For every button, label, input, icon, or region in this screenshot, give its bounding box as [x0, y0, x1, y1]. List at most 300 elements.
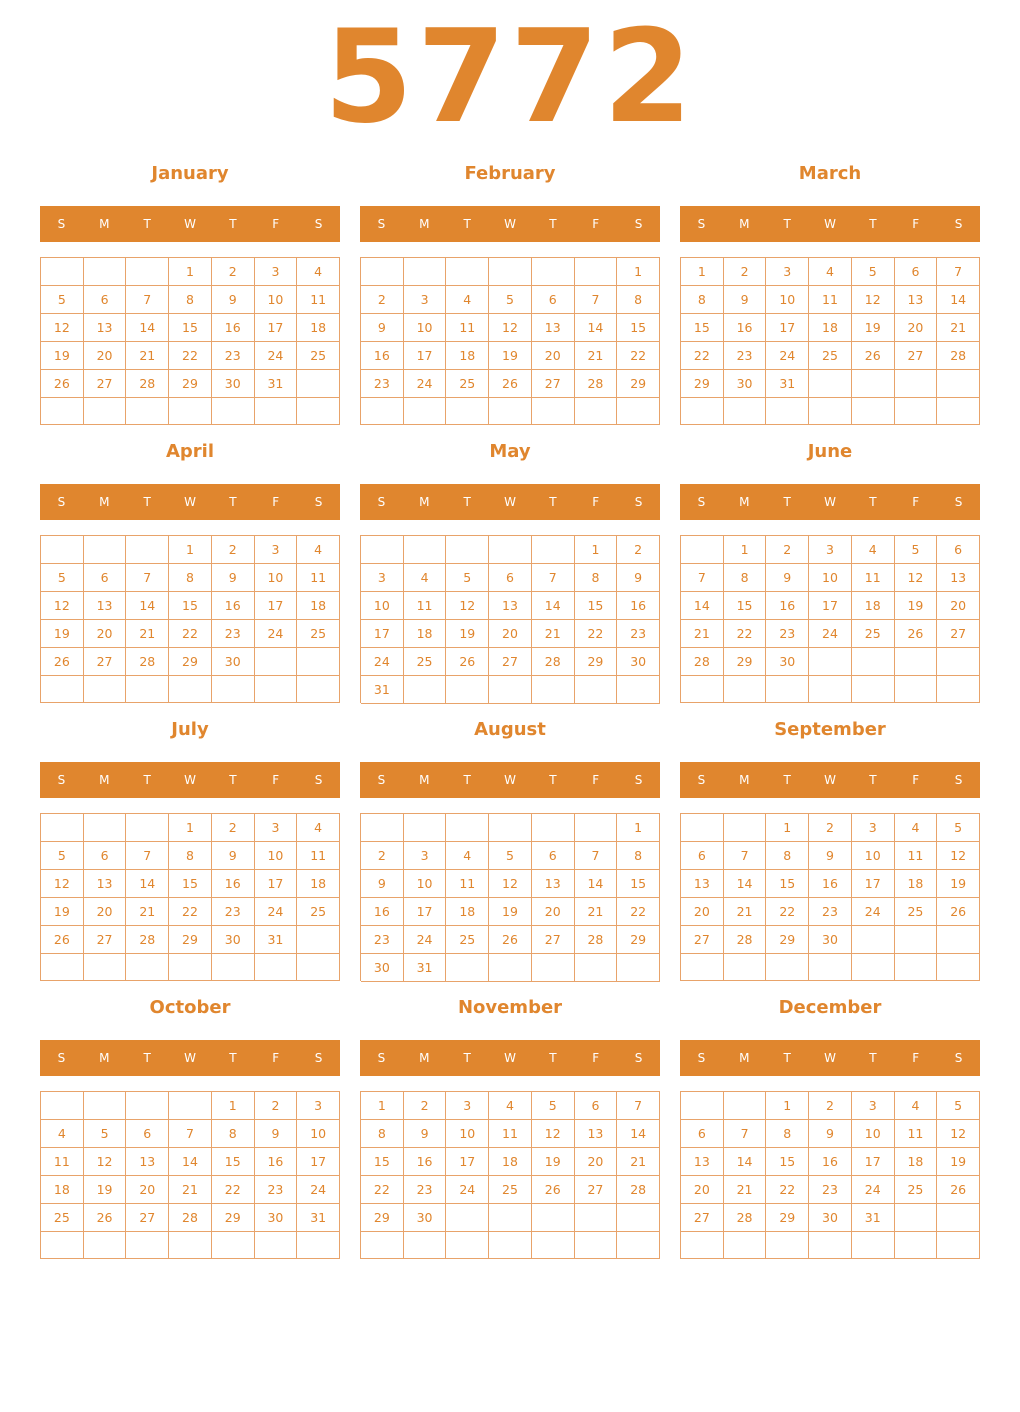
weekday-header — [680, 762, 980, 798]
empty-cell — [895, 1232, 938, 1259]
day-cell: 9 — [212, 564, 255, 592]
day-cell: 11 — [895, 1120, 938, 1148]
day-cell: 10 — [809, 564, 852, 592]
day-cell: 27 — [895, 342, 938, 370]
weekday-label: W — [824, 773, 836, 787]
day-cell: 6 — [937, 536, 980, 564]
empty-cell — [297, 1232, 340, 1259]
empty-cell — [297, 370, 340, 398]
day-cell: 14 — [724, 870, 767, 898]
day-grid — [40, 257, 340, 425]
empty-cell — [212, 1232, 255, 1259]
day-cell: 6 — [532, 286, 575, 314]
day-cell: 13 — [681, 1148, 724, 1176]
day-cell: 4 — [297, 258, 340, 286]
weekday-label: S — [634, 495, 643, 509]
day-cell: 3 — [255, 258, 298, 286]
empty-cell — [126, 536, 169, 564]
day-cell: 25 — [297, 620, 340, 648]
weekday-label: T — [783, 217, 791, 231]
empty-cell — [895, 954, 938, 981]
day-cell: 11 — [41, 1148, 84, 1176]
day-cell: 13 — [575, 1120, 618, 1148]
weekday-header — [40, 484, 340, 520]
day-cell: 9 — [361, 870, 404, 898]
day-cell: 2 — [617, 536, 660, 564]
day-cell: 11 — [446, 870, 489, 898]
day-cell: 4 — [489, 1092, 532, 1120]
day-cell: 6 — [895, 258, 938, 286]
day-cell: 15 — [212, 1148, 255, 1176]
day-cell: 3 — [852, 814, 895, 842]
day-cell: 26 — [446, 648, 489, 676]
day-cell: 30 — [255, 1204, 298, 1232]
weekday-label: F — [912, 495, 920, 509]
empty-cell — [446, 676, 489, 704]
month-title: August — [474, 719, 546, 740]
empty-cell — [532, 676, 575, 704]
empty-cell — [809, 954, 852, 981]
day-cell: 2 — [809, 1092, 852, 1120]
day-cell: 25 — [895, 898, 938, 926]
day-cell: 31 — [255, 370, 298, 398]
weekday-label: T — [143, 1051, 151, 1065]
weekday-label: S — [377, 495, 386, 509]
empty-cell — [169, 1232, 212, 1259]
day-cell: 12 — [41, 870, 84, 898]
day-cell: 31 — [852, 1204, 895, 1232]
weekday-header — [360, 484, 660, 520]
day-cell: 24 — [809, 620, 852, 648]
day-cell: 20 — [575, 1148, 618, 1176]
day-cell: 16 — [766, 592, 809, 620]
day-cell: 8 — [766, 1120, 809, 1148]
day-cell: 17 — [446, 1148, 489, 1176]
day-cell: 23 — [255, 1176, 298, 1204]
empty-cell — [489, 1204, 532, 1232]
empty-cell — [681, 536, 724, 564]
empty-cell — [361, 1232, 404, 1259]
empty-cell — [937, 370, 980, 398]
day-cell: 10 — [361, 592, 404, 620]
day-cell: 10 — [446, 1120, 489, 1148]
day-cell: 26 — [41, 370, 84, 398]
day-cell: 20 — [937, 592, 980, 620]
day-cell: 15 — [575, 592, 618, 620]
day-cell: 20 — [895, 314, 938, 342]
weekday-label: F — [912, 773, 920, 787]
day-cell: 20 — [84, 898, 127, 926]
day-cell: 7 — [126, 842, 169, 870]
day-cell: 1 — [766, 814, 809, 842]
day-cell: 26 — [489, 370, 532, 398]
day-cell: 2 — [361, 286, 404, 314]
day-cell: 26 — [489, 926, 532, 954]
day-cell: 8 — [575, 564, 618, 592]
empty-cell — [446, 1204, 489, 1232]
day-cell: 22 — [212, 1176, 255, 1204]
empty-cell — [255, 398, 298, 425]
day-cell: 9 — [212, 286, 255, 314]
month-title: February — [464, 163, 556, 184]
weekday-label: M — [99, 495, 110, 509]
day-cell: 27 — [532, 926, 575, 954]
day-cell: 27 — [681, 926, 724, 954]
day-cell: 21 — [575, 342, 618, 370]
empty-cell — [809, 1232, 852, 1259]
day-cell: 21 — [532, 620, 575, 648]
day-cell: 18 — [489, 1148, 532, 1176]
day-cell: 2 — [212, 536, 255, 564]
day-cell: 31 — [766, 370, 809, 398]
weekday-label: F — [272, 217, 280, 231]
day-cell: 8 — [169, 564, 212, 592]
empty-cell — [766, 954, 809, 981]
day-cell: 21 — [575, 898, 618, 926]
day-cell: 10 — [404, 314, 447, 342]
day-cell: 21 — [126, 342, 169, 370]
day-cell: 12 — [84, 1148, 127, 1176]
day-cell: 24 — [852, 898, 895, 926]
day-cell: 23 — [361, 926, 404, 954]
empty-cell — [126, 676, 169, 703]
day-cell: 20 — [489, 620, 532, 648]
weekday-label: S — [57, 773, 66, 787]
day-cell: 13 — [126, 1148, 169, 1176]
empty-cell — [126, 814, 169, 842]
day-cell: 22 — [766, 1176, 809, 1204]
day-cell: 30 — [361, 954, 404, 982]
weekday-label: T — [229, 495, 237, 509]
day-cell: 7 — [575, 286, 618, 314]
day-cell: 29 — [212, 1204, 255, 1232]
day-cell: 5 — [41, 842, 84, 870]
weekday-label: T — [463, 1051, 471, 1065]
empty-cell — [724, 398, 767, 425]
empty-cell — [84, 954, 127, 981]
weekday-label: T — [463, 217, 471, 231]
weekday-label: F — [592, 1051, 600, 1065]
empty-cell — [212, 954, 255, 981]
empty-cell — [84, 536, 127, 564]
empty-cell — [724, 814, 767, 842]
empty-cell — [361, 814, 404, 842]
empty-cell — [84, 1092, 127, 1120]
day-cell: 20 — [84, 342, 127, 370]
weekday-label: W — [824, 1051, 836, 1065]
weekday-label: W — [504, 773, 516, 787]
weekday-label: S — [954, 1051, 963, 1065]
weekday-label: T — [463, 773, 471, 787]
empty-cell — [169, 954, 212, 981]
day-grid — [680, 257, 980, 425]
day-cell: 6 — [575, 1092, 618, 1120]
empty-cell — [446, 1232, 489, 1259]
day-cell: 8 — [724, 564, 767, 592]
day-cell: 22 — [681, 342, 724, 370]
empty-cell — [255, 676, 298, 703]
day-cell: 2 — [361, 842, 404, 870]
weekday-label: M — [739, 217, 750, 231]
day-cell: 19 — [84, 1176, 127, 1204]
day-cell: 19 — [41, 342, 84, 370]
day-cell: 29 — [724, 648, 767, 676]
weekday-label: S — [634, 1051, 643, 1065]
day-cell: 14 — [169, 1148, 212, 1176]
day-cell: 25 — [895, 1176, 938, 1204]
day-cell: 19 — [41, 620, 84, 648]
day-cell: 16 — [809, 870, 852, 898]
empty-cell — [446, 258, 489, 286]
day-cell: 31 — [361, 676, 404, 704]
day-cell: 6 — [681, 842, 724, 870]
day-cell: 3 — [297, 1092, 340, 1120]
day-cell: 4 — [809, 258, 852, 286]
weekday-label: S — [314, 217, 323, 231]
day-cell: 10 — [852, 1120, 895, 1148]
empty-cell — [895, 370, 938, 398]
weekday-label: W — [184, 495, 196, 509]
day-cell: 18 — [895, 870, 938, 898]
weekday-label: S — [314, 1051, 323, 1065]
empty-cell — [126, 258, 169, 286]
weekday-label: S — [314, 495, 323, 509]
weekday-label: M — [739, 495, 750, 509]
day-cell: 5 — [446, 564, 489, 592]
day-cell: 9 — [361, 314, 404, 342]
empty-cell — [681, 1232, 724, 1259]
day-cell: 6 — [681, 1120, 724, 1148]
weekday-label: S — [314, 773, 323, 787]
empty-cell — [489, 814, 532, 842]
month-title: December — [778, 997, 882, 1018]
empty-cell — [575, 814, 618, 842]
day-cell: 21 — [724, 898, 767, 926]
day-cell: 3 — [852, 1092, 895, 1120]
day-cell: 9 — [617, 564, 660, 592]
weekday-label: T — [549, 495, 557, 509]
empty-cell — [126, 398, 169, 425]
day-cell: 6 — [126, 1120, 169, 1148]
day-cell: 12 — [895, 564, 938, 592]
day-cell: 10 — [255, 286, 298, 314]
day-cell: 23 — [212, 342, 255, 370]
day-cell: 26 — [937, 898, 980, 926]
day-cell: 20 — [532, 342, 575, 370]
day-grid — [360, 813, 660, 981]
day-cell: 29 — [617, 370, 660, 398]
weekday-label: F — [272, 1051, 280, 1065]
empty-cell — [84, 1232, 127, 1259]
day-cell: 19 — [532, 1148, 575, 1176]
weekday-label: S — [697, 773, 706, 787]
weekday-label: F — [272, 773, 280, 787]
empty-cell — [169, 1092, 212, 1120]
day-cell: 8 — [681, 286, 724, 314]
day-cell: 3 — [361, 564, 404, 592]
weekday-label: S — [954, 217, 963, 231]
empty-cell — [489, 258, 532, 286]
day-cell: 15 — [724, 592, 767, 620]
weekday-label: T — [783, 495, 791, 509]
day-cell: 21 — [126, 898, 169, 926]
day-cell: 22 — [575, 620, 618, 648]
empty-cell — [724, 1232, 767, 1259]
day-cell: 28 — [126, 648, 169, 676]
day-cell: 18 — [809, 314, 852, 342]
day-cell: 14 — [724, 1148, 767, 1176]
day-cell: 29 — [766, 926, 809, 954]
empty-cell — [575, 1204, 618, 1232]
empty-cell — [446, 536, 489, 564]
weekday-label: M — [419, 773, 430, 787]
day-cell: 21 — [617, 1148, 660, 1176]
empty-cell — [41, 398, 84, 425]
weekday-label: F — [592, 495, 600, 509]
month-title: January — [151, 163, 229, 184]
weekday-label: M — [739, 773, 750, 787]
empty-cell — [404, 536, 447, 564]
weekday-label: T — [229, 1051, 237, 1065]
day-cell: 14 — [575, 870, 618, 898]
empty-cell — [895, 398, 938, 425]
day-cell: 11 — [404, 592, 447, 620]
day-cell: 24 — [297, 1176, 340, 1204]
month-title: July — [171, 719, 209, 740]
month-title: April — [165, 441, 215, 462]
day-cell: 5 — [489, 286, 532, 314]
day-cell: 9 — [724, 286, 767, 314]
weekday-label: W — [504, 495, 516, 509]
day-cell: 3 — [404, 842, 447, 870]
day-cell: 13 — [84, 870, 127, 898]
day-cell: 4 — [297, 814, 340, 842]
weekday-header — [680, 484, 980, 520]
empty-cell — [532, 536, 575, 564]
day-cell: 25 — [489, 1176, 532, 1204]
weekday-label: T — [869, 773, 877, 787]
day-cell: 16 — [212, 592, 255, 620]
day-cell: 11 — [852, 564, 895, 592]
day-cell: 24 — [255, 342, 298, 370]
day-cell: 30 — [809, 926, 852, 954]
day-cell: 31 — [255, 926, 298, 954]
day-cell: 27 — [937, 620, 980, 648]
weekday-label: M — [99, 773, 110, 787]
day-cell: 6 — [84, 564, 127, 592]
weekday-label: T — [143, 217, 151, 231]
day-cell: 11 — [895, 842, 938, 870]
month-title: September — [774, 719, 886, 740]
day-cell: 23 — [809, 898, 852, 926]
month-title: June — [807, 441, 853, 462]
day-cell: 27 — [489, 648, 532, 676]
day-cell: 1 — [724, 536, 767, 564]
day-cell: 27 — [84, 926, 127, 954]
empty-cell — [895, 1204, 938, 1232]
day-cell: 27 — [84, 648, 127, 676]
day-cell: 7 — [681, 564, 724, 592]
weekday-label: T — [869, 495, 877, 509]
day-cell: 13 — [84, 592, 127, 620]
empty-cell — [852, 648, 895, 676]
empty-cell — [297, 398, 340, 425]
day-cell: 12 — [532, 1120, 575, 1148]
day-cell: 26 — [84, 1204, 127, 1232]
weekday-label: S — [697, 217, 706, 231]
day-cell: 26 — [41, 648, 84, 676]
day-cell: 13 — [489, 592, 532, 620]
day-cell: 30 — [212, 370, 255, 398]
empty-cell — [852, 1232, 895, 1259]
day-cell: 5 — [937, 814, 980, 842]
day-cell: 21 — [681, 620, 724, 648]
weekday-label: S — [697, 1051, 706, 1065]
day-cell: 28 — [617, 1176, 660, 1204]
day-cell: 14 — [681, 592, 724, 620]
day-cell: 2 — [255, 1092, 298, 1120]
day-cell: 16 — [212, 870, 255, 898]
day-cell: 16 — [361, 342, 404, 370]
day-cell: 12 — [937, 842, 980, 870]
empty-cell — [489, 398, 532, 425]
empty-cell — [852, 676, 895, 703]
empty-cell — [575, 676, 618, 704]
day-cell: 17 — [255, 592, 298, 620]
empty-cell — [532, 814, 575, 842]
weekday-label: S — [954, 773, 963, 787]
day-cell: 24 — [255, 620, 298, 648]
day-cell: 21 — [169, 1176, 212, 1204]
weekday-label: W — [824, 217, 836, 231]
day-cell: 22 — [617, 342, 660, 370]
day-cell: 29 — [361, 1204, 404, 1232]
day-cell: 18 — [404, 620, 447, 648]
day-cell: 10 — [766, 286, 809, 314]
empty-cell — [617, 1232, 660, 1259]
day-cell: 10 — [255, 842, 298, 870]
day-cell: 23 — [617, 620, 660, 648]
weekday-header — [360, 206, 660, 242]
empty-cell — [41, 258, 84, 286]
day-cell: 24 — [404, 370, 447, 398]
day-cell: 23 — [212, 898, 255, 926]
day-cell: 23 — [809, 1176, 852, 1204]
day-cell: 21 — [724, 1176, 767, 1204]
day-cell: 17 — [297, 1148, 340, 1176]
empty-cell — [489, 536, 532, 564]
day-cell: 12 — [446, 592, 489, 620]
day-cell: 20 — [681, 898, 724, 926]
empty-cell — [361, 398, 404, 425]
day-cell: 28 — [575, 370, 618, 398]
month-title: March — [798, 163, 862, 184]
day-cell: 17 — [404, 898, 447, 926]
empty-cell — [255, 648, 298, 676]
empty-cell — [84, 258, 127, 286]
day-cell: 22 — [617, 898, 660, 926]
day-cell: 22 — [766, 898, 809, 926]
day-cell: 17 — [809, 592, 852, 620]
day-cell: 4 — [895, 1092, 938, 1120]
weekday-label: S — [57, 495, 66, 509]
day-cell: 29 — [617, 926, 660, 954]
empty-cell — [617, 398, 660, 425]
day-grid — [40, 1091, 340, 1259]
day-cell: 4 — [446, 842, 489, 870]
day-cell: 11 — [297, 842, 340, 870]
day-cell: 8 — [617, 286, 660, 314]
